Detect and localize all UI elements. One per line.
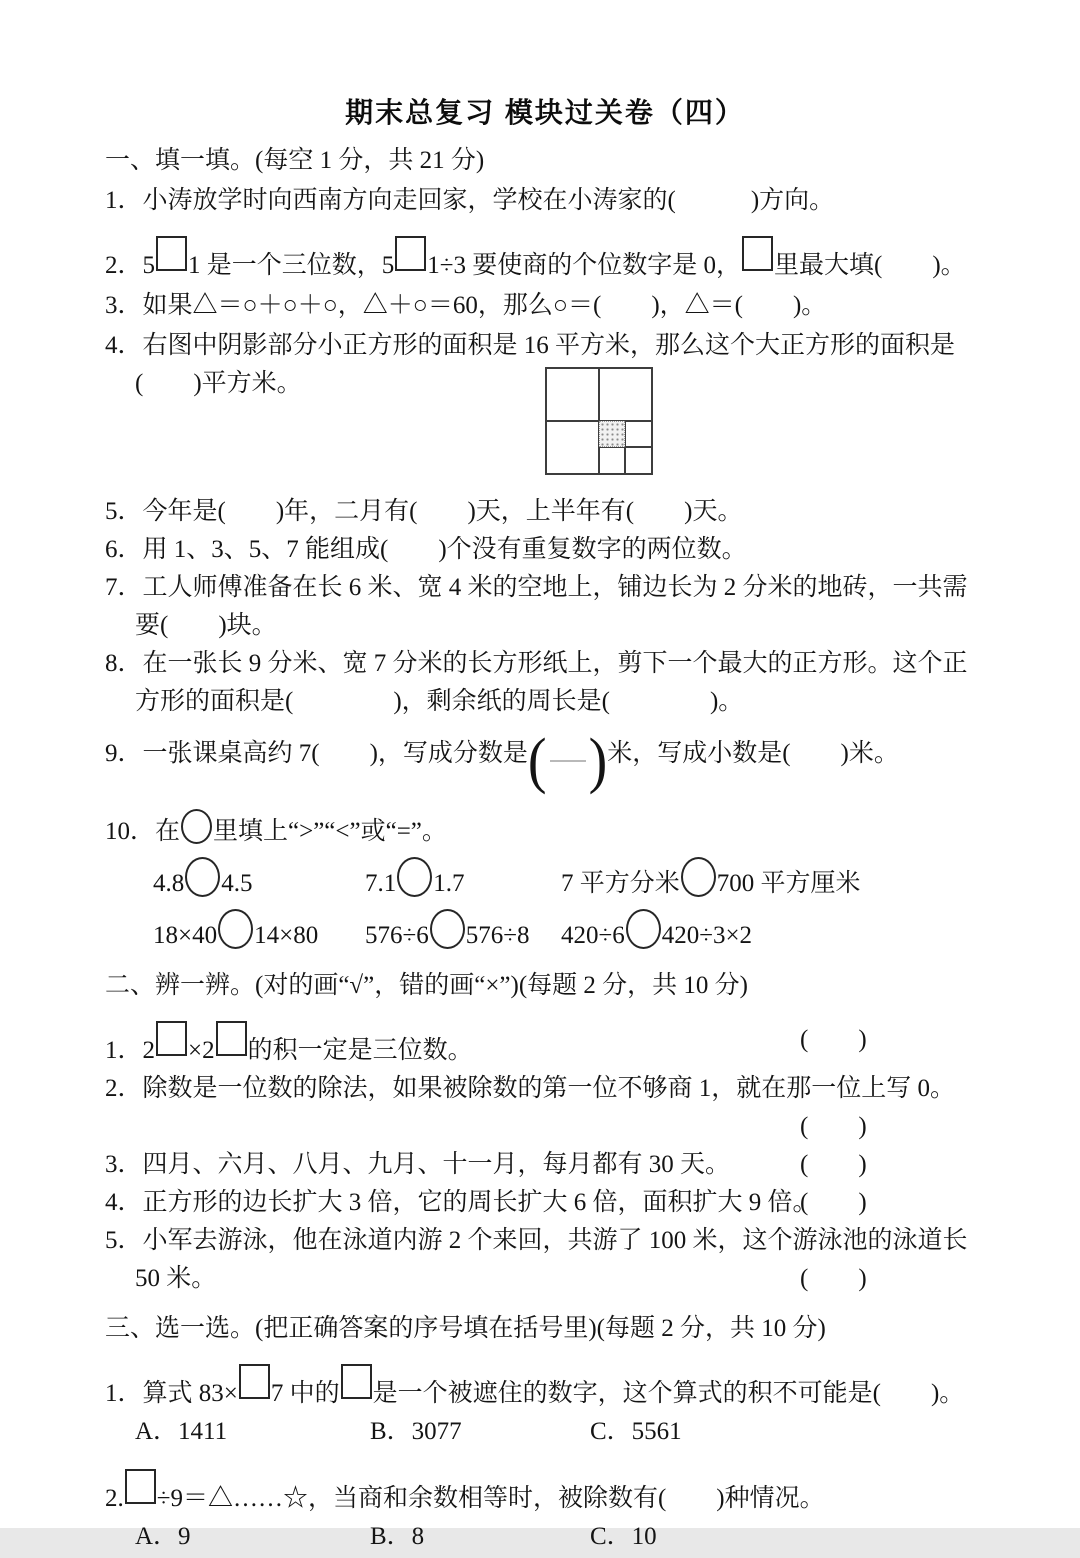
blank-fraction-icon: ( ) (527, 726, 608, 796)
blank-square-icon (239, 1364, 270, 1399)
s3-q1-text-c: 是一个被遮住的数字，这个算式的积不可能是( )。 (372, 1380, 965, 1407)
s1-q4-line1: 4．右图中阴影部分小正方形的面积是 16 平方米，那么这个大正方形的面积是 (105, 332, 956, 359)
s1-q6: 6．用 1、3、5、7 能组成( )个没有重复数字的两位数。 (105, 536, 747, 563)
s1-q9-text-b: 米，写成小数是( )米。 (607, 740, 899, 767)
s2-q5-line1: 5．小军去游泳，他在泳道内游 2 个来回，共游了 100 米，这个游泳池的泳道长 (105, 1227, 968, 1254)
answer-parentheses: ( ) (800, 1265, 867, 1292)
answer-parentheses: ( ) (800, 1189, 867, 1216)
s3-q1-text-a: 1．算式 83× (105, 1380, 238, 1407)
s1-q4-line2 (105, 365, 985, 493)
s1-q10-row1 (105, 851, 985, 903)
s1-q1: 1．小涛放学时向西南方向走回家，学校在小涛家的( )方向。 (105, 187, 835, 214)
compare-item: 7.1 1.7 (365, 857, 561, 903)
compare-item: 420÷6 420÷3×2 (561, 909, 752, 955)
blank-circle-icon (681, 857, 716, 897)
s1-q7-line1: 7．工人师傅准备在长 6 米、宽 4 米的空地上，铺边长为 2 分米的地砖，一共需 (105, 574, 968, 601)
s2-q2-markline (105, 1108, 985, 1146)
choice-c: C．10 (590, 1523, 657, 1550)
choice-b: B．3077 (370, 1418, 462, 1445)
s1-q2 (105, 220, 985, 285)
answer-parentheses: ( ) (800, 1113, 867, 1140)
blank-circle-icon (430, 909, 465, 949)
paper-title: 期末总复习 模块过关卷（四） (345, 97, 745, 128)
blank-circle-icon (397, 857, 432, 897)
section1-header: 一、填一填。(每空 1 分，共 21 分) (105, 147, 485, 174)
s1-q2-text-c: 1÷3 要使商的个位数字是 0， (427, 252, 742, 279)
s1-q10-text-a: 10．在 (105, 818, 181, 845)
s3-q2-choices (105, 1518, 985, 1558)
s1-q10-row2 (105, 903, 985, 955)
compare-item: 576÷6 576÷8 (365, 909, 561, 955)
s2-q1-text-a: 1．2 (105, 1037, 156, 1064)
s3-q1 (105, 1348, 985, 1413)
s2-q1 (105, 1005, 985, 1070)
s2-q3 (105, 1146, 985, 1184)
answer-parentheses: ( ) (800, 1026, 867, 1053)
s1-q2-text-b: 1 是一个三位数，5 (188, 252, 395, 279)
s1-q7-line2: 要( )块。 (135, 612, 277, 639)
section2-header: 二、辨一辨。(对的画“√”，错的画“×”)(每题 2 分，共 10 分) (105, 972, 749, 999)
blank-circle-icon (626, 909, 661, 949)
s2-q5-line2 (105, 1260, 985, 1298)
s2-q3-text: 3．四月、六月、八月、九月、十一月，每月都有 30 天。 (105, 1151, 731, 1178)
choice-c: C．5561 (590, 1418, 682, 1445)
s3-q2-num: 2. (105, 1485, 124, 1512)
blank-square-icon (125, 1469, 156, 1504)
section3-header: 三、选一选。(把正确答案的序号填在括号里)(每题 2 分，共 10 分) (105, 1315, 826, 1342)
s3-q1-text-b: 7 中的 (270, 1380, 340, 1407)
choice-a: A．1411 (135, 1418, 228, 1445)
blank-square-icon (742, 236, 773, 271)
blank-square-icon (216, 1021, 247, 1056)
s2-q1-text-b: ×2 (188, 1037, 215, 1064)
s2-q5-text: 50 米。 (135, 1265, 217, 1292)
s1-q9 (105, 721, 985, 803)
s2-q4 (105, 1184, 985, 1222)
s2-q2-line1: 2．除数是一位数的除法，如果被除数的第一位不够商 1，就在那一位上写 0。 (105, 1075, 956, 1102)
blank-circle-icon (181, 809, 212, 844)
s1-q2-text-a: 2．5 (105, 252, 156, 279)
blank-square-icon (156, 236, 187, 271)
s1-q4-blank: ( )平方米。 (135, 370, 302, 397)
s1-q3: 3．如果△＝○＋○＋○，△＋○＝60，那么○＝( )，△＝( )。 (105, 292, 827, 319)
s1-q8-line2: 方形的面积是( )，剩余纸的周长是( )。 (135, 688, 744, 715)
compare-item: 7 平方分米 700 平方厘米 (561, 857, 861, 903)
s3-q2-text: ÷9＝△……☆，当商和余数相等时，被除数有( )种情况。 (156, 1485, 825, 1512)
blank-square-icon (156, 1021, 187, 1056)
shaded-small-square (599, 421, 625, 447)
answer-parentheses: ( ) (800, 1151, 867, 1178)
compare-item: 4.8 4.5 (153, 857, 365, 903)
fraction-bar (550, 760, 586, 762)
s3-q2 (105, 1453, 985, 1518)
blank-square-icon (341, 1364, 372, 1399)
s1-q2-text-d: 里最大填( )。 (774, 252, 966, 279)
s2-q1-text-c: 的积一定是三位数。 (247, 1037, 473, 1064)
choice-a: A．9 (135, 1523, 191, 1550)
s1-q8-line1: 8．在一张长 9 分米、宽 7 分米的长方形纸上，剪下一个最大的正方形。这个正 (105, 650, 968, 677)
s2-q4-text: 4．正方形的边长扩大 3 倍，它的周长扩大 6 倍，面积扩大 9 倍。 (105, 1189, 818, 1216)
s3-q1-choices (105, 1413, 985, 1453)
square-diagram (545, 367, 653, 475)
s1-q9-text-a: 9．一张课桌高约 7( )，写成分数是 (105, 740, 528, 767)
s1-q10-text-b: 里填上“>”“<”或“=”。 (213, 818, 447, 845)
compare-item: 18×40 14×80 (153, 909, 365, 955)
s1-q5: 5．今年是( )年，二月有( )天，上半年有( )天。 (105, 498, 743, 525)
blank-square-icon (395, 236, 426, 271)
choice-b: B．8 (370, 1523, 425, 1550)
blank-circle-icon (218, 909, 253, 949)
s1-q10-lead (105, 809, 985, 851)
blank-circle-icon (185, 857, 220, 897)
